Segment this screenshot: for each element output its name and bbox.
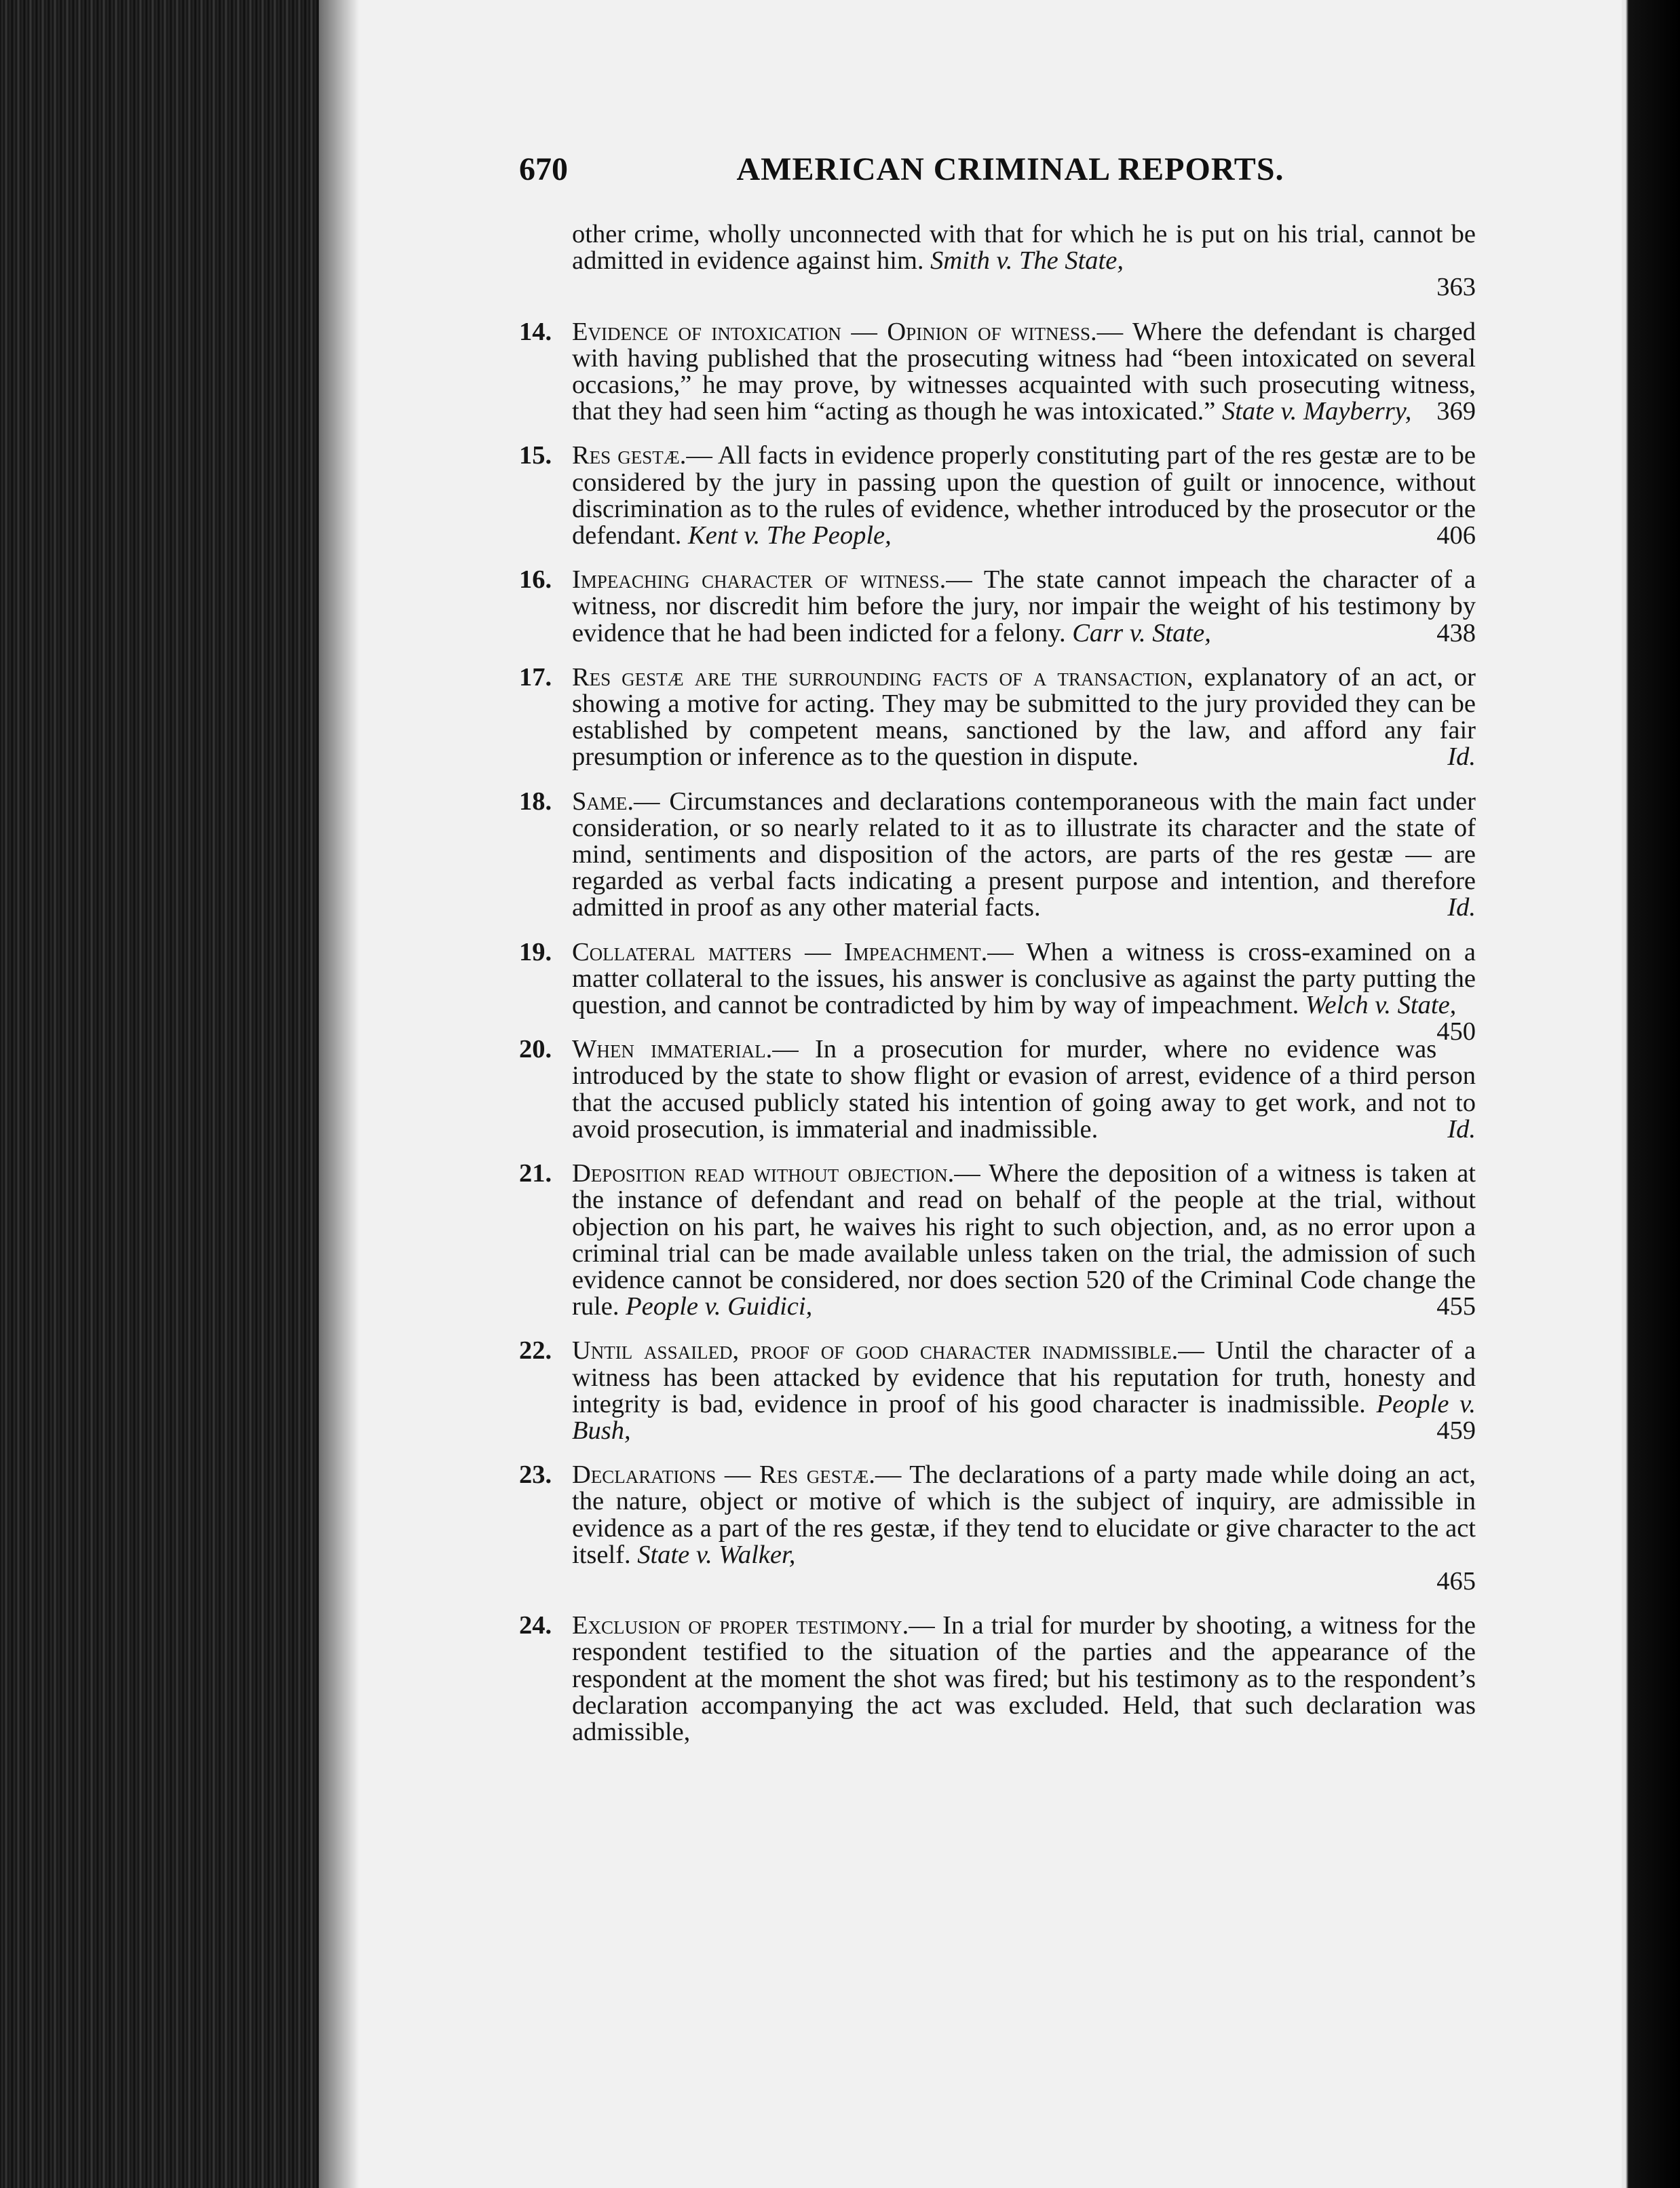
digest-entry-20 — [519, 1036, 1476, 1143]
case-citation: Id. — [1447, 742, 1476, 772]
page-reference: 363 — [1436, 273, 1476, 302]
case-citation: State v. Mayberry, — [1221, 397, 1412, 426]
entry-heading: Exclusion of proper testimony.— — [572, 1611, 935, 1640]
entry-text: In a trial for murder by shooting, a witness for the respondent testified to the situation of the parties and the appearance of the respondent at the moment the shot was fired; but his testimony as to the respondent’s declaration accompanying the act was excluded. Held, that such declaration was admissible, — [572, 1611, 1476, 1746]
entry-heading: Collateral matters — Impeachment.— — [572, 937, 1014, 966]
case-citation: Id. — [1447, 1114, 1476, 1144]
entry-text: The state cannot impeach the character of a witness, nor discredit him before the jury, nor impair the weight of his testimony by evidence that he had been indicted for a felony. — [572, 565, 1476, 647]
digest-content — [519, 221, 1476, 1763]
page-reference: 450 — [1436, 1017, 1476, 1046]
entry-heading: Declarations — Res gestæ.— — [572, 1460, 902, 1490]
entry-text: In a prosecution for murder, where no evidence was introduced by the state to show flight or evasion of arrest, evidence of a third person that the accused publicly stated his intention of going away to get work, and not to avoid prosecution, is immaterial and inadmissible. — [572, 1035, 1476, 1144]
entry-text: Where the deposition of a witness is taken at the instance of defendant and read on behalf of the people at the trial, without objection on his part, he waives his right to such objection, and, as no error upon a criminal trial can be made available unless taken on the trial, the admission of such evidence cannot be considered, nor does section 520 of the Criminal Code change the rule. — [572, 1159, 1476, 1321]
gutter-shadow — [319, 0, 360, 2188]
entry-heading: When immaterial.— — [572, 1035, 799, 1064]
facing-page-edge — [1622, 0, 1680, 2188]
page-reference: 438 — [1436, 618, 1476, 647]
entry-text: Circumstances and declarations contemporaneous with the main fact under consideration, or so nearly related to it as to illustrate its character and the state of mind, sentiments and disposition of the actors, are parts of the res gestæ — are regarded as verbal facts indicating a present purpose and intention, and therefore admitted in proof as any other material facts. — [572, 787, 1476, 922]
entry-number: 18. — [519, 787, 552, 816]
entry-heading: Res gestæ are the surrounding facts of a transaction, — [572, 662, 1194, 692]
entry-text: Until the character of a witness has been attacked by evidence that his reputation for truth, honesty and integrity is bad, evidence in proof of his good character is inadmissible. — [572, 1336, 1476, 1418]
entry-number: 22. — [519, 1336, 552, 1365]
digest-entry-15 — [519, 442, 1476, 549]
digest-entry-17 — [519, 664, 1476, 771]
book-page-edges — [0, 0, 319, 2188]
entry-number: 16. — [519, 565, 552, 595]
page-reference: 406 — [1436, 521, 1476, 550]
digest-entry-21 — [519, 1161, 1476, 1320]
page-number: 670 — [519, 151, 568, 187]
continuation-text: other crime, wholly unconnected with that for which he is put on his trial, cannot be admitted in evidence against him. — [572, 220, 1476, 276]
entry-heading: Evidence of intoxication — Opinion of witness.— — [572, 317, 1124, 346]
page-reference: 465 — [1436, 1566, 1476, 1596]
entry-number: 14. — [519, 317, 552, 346]
entry-number: 20. — [519, 1035, 552, 1064]
page-reference: 455 — [1436, 1292, 1476, 1321]
digest-entry-19 — [519, 937, 1476, 1046]
digest-entry-16 — [519, 567, 1476, 647]
case-citation: People v. Bush, — [572, 1389, 1476, 1445]
digest-entry-22 — [519, 1338, 1476, 1444]
entry-number: 15. — [519, 441, 552, 470]
case-citation: Id. — [1447, 893, 1476, 922]
page-reference: 369 — [1436, 397, 1476, 426]
digest-entry-14 — [519, 319, 1476, 426]
case-citation: Carr v. State, — [1072, 618, 1211, 647]
page-reference: 459 — [1436, 1416, 1476, 1445]
entry-number: 19. — [519, 937, 552, 966]
running-title: AMERICAN CRIMINAL REPORTS. — [736, 151, 1284, 187]
entry-heading: Res gestæ.— — [572, 441, 712, 470]
entry-text: explanatory of an act, or showing a motive for acting. They may be submitted to the jury provided they can be established by competent means, sanctioned by the law, and afford any fair presumption or inference as to the question in dispute. — [572, 662, 1476, 772]
entry-text: The declarations of a party made while doing an act, the nature, object or motive of which is the subject of inquiry, are admissible in evidence as a part of the res gestæ, if they tend to elucidate or give character to the act itself. — [572, 1460, 1476, 1569]
entry-heading: Impeaching character of witness.— — [572, 565, 972, 595]
entry-text: Where the defendant is charged with having published that the prosecuting witness had “been intoxicated on several occasions,” he may prove, by witnesses acquainted with such prosecuting witness, that they had seen him “acting as though he was intoxicated.” — [572, 317, 1476, 426]
entry-text: All facts in evidence properly constituting part of the res gestæ are to be considered by the jury in passing upon the question of guilt or innocence, without discrimination as to the rules of evidence, whether introduced by the prosecutor or the defendant. — [572, 441, 1476, 550]
case-citation: State v. Walker, — [637, 1540, 796, 1569]
running-header — [519, 151, 1474, 191]
case-citation: Kent v. The People, — [688, 521, 892, 550]
digest-entry-23 — [519, 1462, 1476, 1595]
entry-number: 23. — [519, 1460, 552, 1490]
entry-number: 17. — [519, 662, 552, 692]
entry-heading: Same.— — [572, 787, 660, 816]
case-citation: Smith v. The State, — [930, 246, 1124, 276]
case-citation: Welch v. State, — [1305, 991, 1457, 1020]
digest-entry-24 — [519, 1612, 1476, 1746]
entry-text: When a witness is cross-examined on a matter collateral to the issues, his answer is conclusive as against the party putting the question, and cannot be contradicted by him by way of impeachment. — [572, 937, 1476, 1020]
case-citation: People v. Guidici, — [626, 1292, 813, 1321]
continuation-paragraph — [519, 221, 1476, 301]
entry-number: 21. — [519, 1159, 552, 1188]
entry-heading: Deposition read without objection.— — [572, 1159, 980, 1188]
entry-heading: Until assailed, proof of good character inadmissible.— — [572, 1336, 1204, 1365]
digest-entry-18 — [519, 789, 1476, 922]
entry-number: 24. — [519, 1611, 552, 1640]
